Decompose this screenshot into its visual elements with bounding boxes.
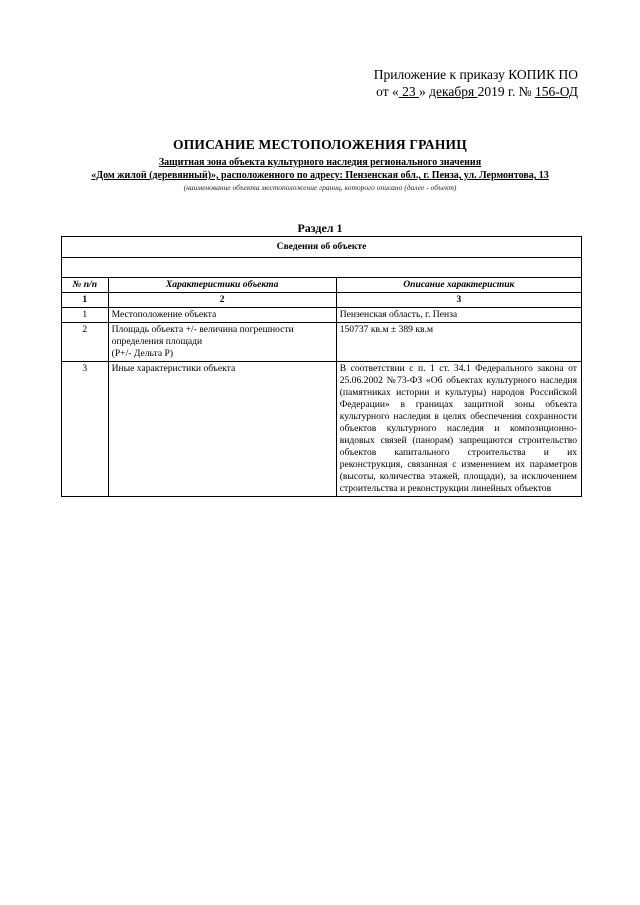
colnum-3: 3 [336, 293, 581, 308]
row-description: В соответствии с п. 1 ст. 34.1 Федерального закона от 25.06.2002 №73-ФЗ «Об объектах культурного наследия (памятниках истории и культуры) народов Российской Федерации» в границах защитной зоны объекта культурного наследия в целях обеспечения сохранности объектов культурного наследия и композиционно-видовых связей (панорам) запрещаются строительство объектов капитального строительства и их реконструкция, связанная с изменением их параметров (высоты, количества этажей, площади), за исключением строительства и реконструкции линейных объектов [336, 362, 581, 497]
row-description: 150737 кв.м ± 389 кв.м [336, 323, 581, 362]
appendix-year: 2019 г. № [477, 84, 535, 99]
colnum-2: 2 [108, 293, 336, 308]
document-title: ОПИСАНИЕ МЕСТОПОЛОЖЕНИЯ ГРАНИЦ [173, 137, 467, 152]
table-row [62, 323, 582, 362]
appendix-month: декабря [429, 84, 478, 99]
title-note: (наименование объекта местоположение границ, которого описано (далее - объект) [183, 183, 457, 192]
table-empty-cell [62, 258, 582, 278]
table-colnum-row [62, 293, 582, 308]
row-characteristic-text: Площадь объекта +/- величина погрешности определения площади [111, 324, 294, 347]
table-header-row [62, 278, 582, 293]
appendix-line2 [374, 83, 578, 100]
row-num: 2 [62, 323, 109, 362]
header-characteristic: Характеристики объекта [108, 278, 336, 293]
colnum-1: 1 [62, 293, 109, 308]
appendix-block [374, 66, 578, 100]
appendix-number: 156-ОД [534, 84, 578, 99]
row-characteristic: Местоположение объекта [108, 308, 336, 323]
row-num: 3 [62, 362, 109, 497]
header-description: Описание характеристик [336, 278, 581, 293]
subtitle-line1: Защитная зона объекта культурного наследия регионального значения [158, 157, 482, 168]
appendix-day: 23 [398, 84, 420, 99]
table-caption: Сведения об объекте [62, 237, 582, 258]
appendix-from: от « [376, 84, 399, 99]
row-description: Пензенская область, г. Пенза [336, 308, 581, 323]
subtitle-line2: «Дом жилой (деревянный)», расположенного по адресу: Пензенская обл., г. Пенза, ул. Лермонтова, 13 [91, 170, 549, 181]
section-title: Раздел 1 [297, 221, 343, 235]
row-characteristic-extra: (P+/- Дельта P) [111, 348, 174, 359]
table-row [62, 308, 582, 323]
table-empty-row [62, 258, 582, 278]
table-row [62, 362, 582, 497]
appendix-line1: Приложение к приказу КОПИК ПО [373, 67, 578, 82]
table-caption-row [62, 237, 582, 258]
row-characteristic [108, 323, 336, 362]
header-num: № п/п [62, 278, 109, 293]
appendix-mid: » [419, 84, 430, 99]
row-characteristic: Иные характеристики объекта [108, 362, 336, 497]
row-num: 1 [62, 308, 109, 323]
object-info-table [61, 236, 582, 497]
